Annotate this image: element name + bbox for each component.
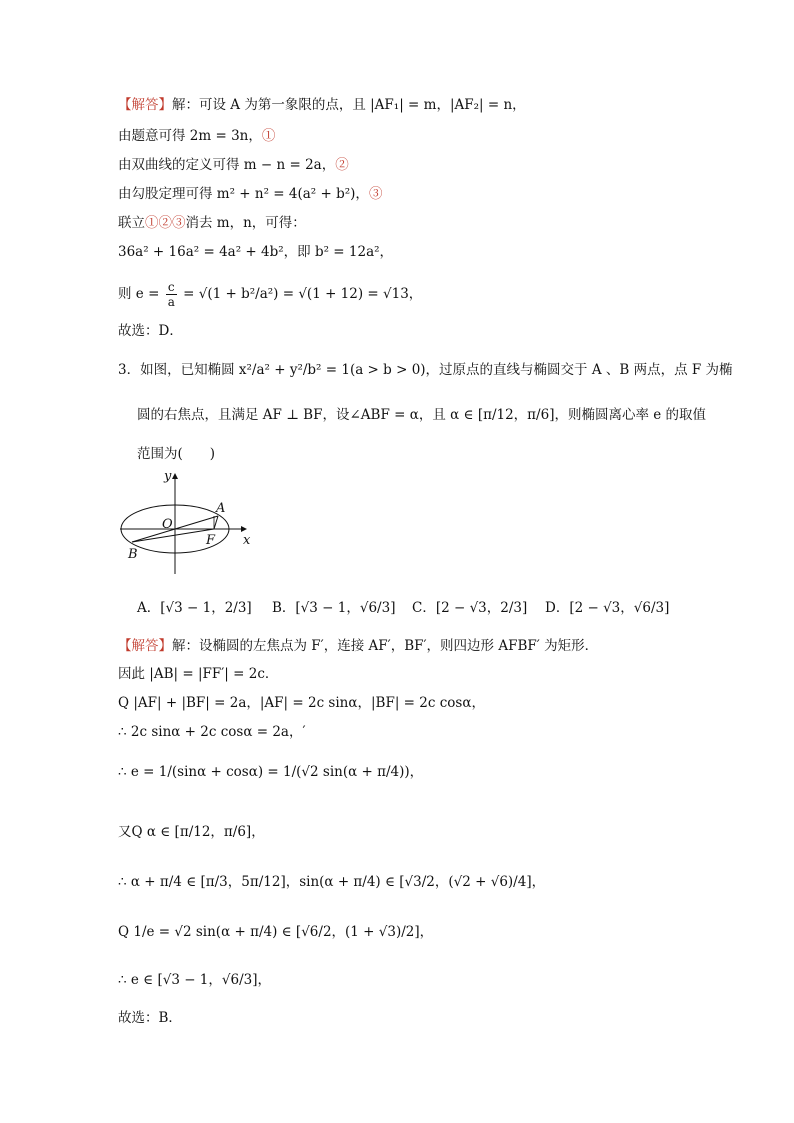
solution-2-intro: 【解答】解：设椭圆的左焦点为 F′，连接 AF′，BF′，则四边形 AFBF′ 为矩形．	[118, 638, 599, 654]
solution-2-line-8: ∴ e ∈ [√3 − 1，√6/3]，	[118, 972, 271, 988]
solution-1-answer: 故选：D．	[118, 323, 183, 339]
solution-1-line-5: 36a² + 16a² = 4a² + 4b²，即 b² = 12a²，	[118, 244, 394, 260]
solution-1-intro: 【解答】解：可设 A 为第一象限的点，且 |AF₁| = m，|AF₂| = n，	[118, 97, 526, 113]
circled-mark-3: ③	[368, 186, 383, 202]
solution-2-line-4: ∴ e = 1/(sinα + cosα) = 1/(√2 sin(α + π/4))，	[118, 764, 424, 780]
solution-2-line-7: Q 1/e = √2 sin(α + π/4) ∈ [√6/2，(1 + √3)/2]，	[118, 924, 434, 940]
solution-1-line-3: 由勾股定理可得 m² + n² = 4(a² + b²)，③	[118, 186, 383, 202]
solution-1-line-4: 联立①②③消去 m，n，可得：	[118, 215, 306, 231]
solution-1-line-2: 由双曲线的定义可得 m − n = 2a，②	[118, 157, 349, 173]
label-a: A	[216, 501, 226, 516]
question-number: 3．	[118, 362, 141, 378]
label-b: B	[128, 547, 138, 562]
option-c: C．[2 − √3，2/3]	[412, 600, 528, 616]
ellipse-figure	[118, 468, 258, 580]
circled-mark-1: ①	[261, 128, 276, 144]
ellipse-equation: x²/a² + y²/b² = 1(a > b > 0)	[238, 362, 426, 378]
solution-2-answer: 故选：B．	[118, 1010, 182, 1026]
answer-tag: 【解答】	[118, 638, 172, 654]
label-x: x	[243, 533, 251, 548]
option-d: D．[2 − √3，√6/3]	[545, 600, 670, 616]
solution-2-line-5: 又Q α ∈ [π/12，π/6]，	[118, 824, 265, 840]
question-3-line-3: 范围为( )	[137, 446, 216, 462]
question-3-line-1: 3．如图，已知椭圆 x²/a² + y²/b² = 1(a > b > 0)，过原点的直线与椭圆交于 A 、B 两点，点 F 为椭	[118, 362, 733, 378]
question-3-line-2: 圆的右焦点，且满足 AF ⊥ BF，设∠ABF = α，且 α ∈ [π/12，π/6]，则椭圆离心率 e 的取值	[137, 407, 707, 423]
label-y: y	[164, 469, 172, 484]
answer-tag: 【解答】	[118, 97, 172, 113]
solution-1-line-1: 由题意可得 2m = 3n，①	[118, 128, 276, 144]
segment-af	[214, 516, 218, 529]
option-b: B．[√3 − 1，√6/3]	[272, 600, 396, 616]
solution-2-line-3: ∴ 2c sinα + 2c cosα = 2a，′	[118, 724, 306, 740]
segment-bf	[132, 529, 214, 542]
option-a: A．[√3 − 1，2/3]	[137, 600, 252, 616]
label-f: F	[206, 533, 216, 548]
solution-2-line-6: ∴ α + π/4 ∈ [π/3，5π/12]，sin(α + π/4) ∈ [√3/2，(√2 + √6)/4]，	[118, 874, 546, 890]
solution-1-eccentricity: 则 e = $\frac{c}{a}$ = √(1 + b²/a²) = √(1 + 12) = √13，	[118, 280, 423, 309]
circled-mark-2: ②	[335, 157, 349, 173]
solution-2-line-2: Q |AF| + |BF| = 2a，|AF| = 2c sinα，|BF| = 2c cosα，	[118, 695, 485, 711]
label-o: O	[162, 517, 173, 532]
solution-2-line-1: 因此 |AB| = |FF′| = 2c．	[118, 666, 279, 682]
